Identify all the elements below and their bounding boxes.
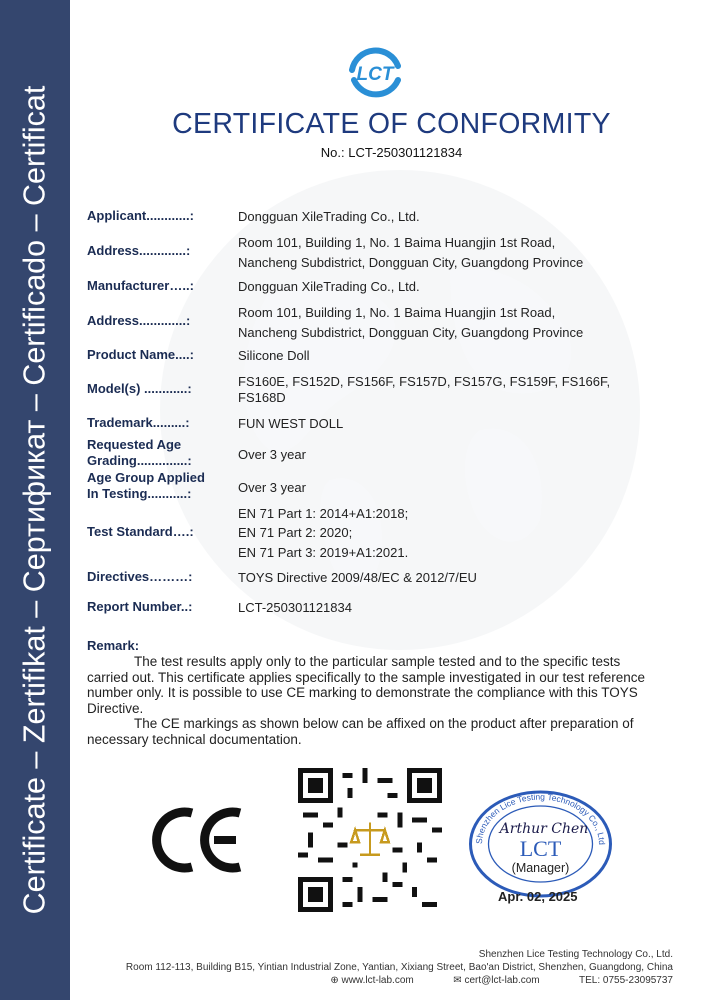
company-stamp [468,790,613,898]
test-standard-label: Test Standard….: [87,524,194,539]
signature: Arthur Chen [499,821,589,837]
models-line2: FS168D [238,390,286,405]
manufacturer-address-line1: Room 101, Building 1, No. 1 Baima Huangjin 1st Road, [238,305,556,320]
age-grading-label-line1: Requested Age [87,437,182,452]
footer-company: Shenzhen Lice Testing Technology Co., Ltd. [478,949,673,960]
age-grading-value: Over 3 year [238,447,306,462]
remark-paragraph-1: The test results apply only to the particular sample tested and to the specific tests carried out. This certificate applies specifically to the sample investigated in our test reference number only. It is possible to use CE marking to demonstrate the compliance with this TOYS Directive. [87,654,646,716]
manufacturer-address-line2: Nancheng Subdistrict, Dongguan City, Guangdong Province [238,325,584,340]
manufacturer-address-label: Address.............: [87,313,191,328]
test-standard-line1: EN 71 Part 1: 2014+A1:2018; [238,506,409,521]
email-icon: ✉ [453,975,462,986]
remark-title: Remark: [87,638,140,653]
lct-logo [340,40,410,104]
stamp-center-text: LCT [519,836,562,861]
models-label: Model(s) ............: [87,381,192,396]
directives-value: TOYS Directive 2009/48/EC & 2012/7/EU [238,570,477,585]
stamp-role: (Manager) [511,861,570,875]
footer-contacts [75,975,673,986]
certificate-title: CERTIFICATE OF CONFORMITY [172,108,611,140]
age-testing-value: Over 3 year [238,480,306,495]
product-name-label: Product Name....: [87,347,194,362]
report-number-label: Report Number..: [87,599,193,614]
age-testing-label-line1: Age Group Applied [87,470,205,485]
manufacturer-value: Dongguan XileTrading Co., Ltd. [238,279,420,294]
logo-text: LCT [356,64,394,85]
trademark-label: Trademark.........: [87,415,190,430]
sidebar-text: Certificate – Zertifikat – Сертификат – Certificado – Certificat [17,85,52,915]
manufacturer-label: Manufacturer…..: [87,278,194,293]
age-grading-label-line2: Grading..............: [87,453,192,468]
test-standard-line2: EN 71 Part 2: 2020; [238,525,353,540]
sidebar-band [0,0,70,1000]
stamp-ring-text: Shenzhen Lice Testing Technology Co., Ltd [473,791,608,846]
trademark-value: FUN WEST DOLL [238,416,344,431]
product-name-value: Silicone Doll [238,348,310,363]
certificate-number: No.: LCT-250301121834 [320,145,463,160]
applicant-value: Dongguan XileTrading Co., Ltd. [238,209,420,224]
models-line1: FS160E, FS152D, FS156F, FS157D, FS157G, FS159F, FS166F, [238,374,611,389]
web-icon: ⊕ [330,975,339,986]
remark-body [87,654,662,747]
footer-web: www.lct-lab.com [341,975,414,986]
footer-address: Room 112-113, Building B15, Yintian Industrial Zone, Yantian, Xixiang Street, Bao'an District, Shenzhen, Guangdong, China [125,962,673,973]
test-standard-line3: EN 71 Part 3: 2019+A1:2021. [238,545,409,560]
age-testing-label-line2: In Testing...........: [87,486,192,501]
ce-mark-icon [148,805,248,875]
footer-email: cert@lct-lab.com [464,975,540,986]
report-number-value: LCT-250301121834 [238,600,352,615]
remark-paragraph-2: The CE markings as shown below can be affixed on the product after preparation of necessary technical documentation. [87,716,634,747]
issue-date: Apr. 02, 2025 [498,889,578,904]
directives-label: Directives………: [87,569,193,584]
applicant-address-line1: Room 101, Building 1, No. 1 Baima Huangjin 1st Road, [238,235,556,250]
applicant-address-line2: Nancheng Subdistrict, Dongguan City, Guangdong Province [238,255,584,270]
applicant-address-label: Address.............: [87,243,191,258]
qr-code-icon [298,768,442,912]
applicant-label: Applicant............: [87,208,194,223]
footer-tel: TEL: 0755-23095737 [579,975,673,986]
